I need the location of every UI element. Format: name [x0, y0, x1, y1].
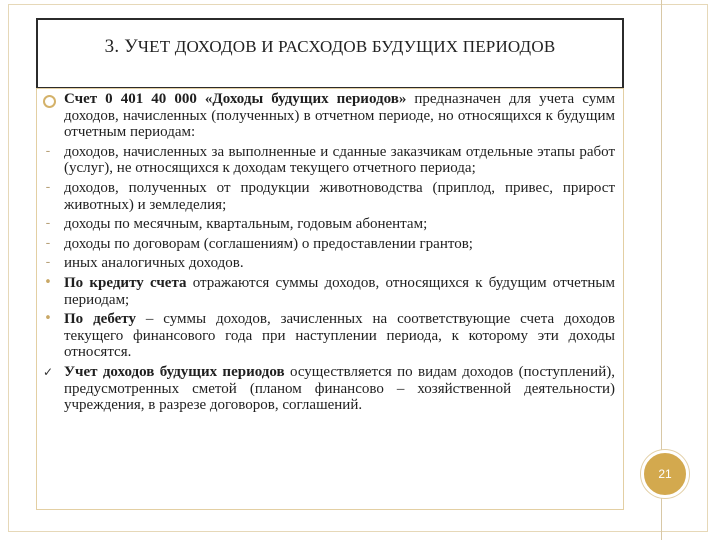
item-text: – суммы доходов, зачисленных на соответствующие счета доходов текущего финансового года при наступлении периода, к которому эти доходы относятся.	[64, 311, 615, 361]
title-rest: ЧЕТ ДОХОДОВ И РАСХОДОВ БУДУЩИХ ПЕРИОДОВ	[137, 37, 556, 56]
item-text: доходы по договорам (соглашениям) о предоставлении грантов;	[64, 235, 473, 252]
dash-bullet-icon: -	[45, 255, 51, 271]
dot-bullet-icon: •	[44, 274, 52, 290]
dash-bullet-icon: -	[45, 216, 51, 232]
list-item	[40, 91, 615, 141]
item-bold: По кредиту счета	[64, 274, 187, 291]
item-text: доходов, начисленных за выполненные и сданные заказчикам отдельные этапы работ (услуг), не относящихся к доходам текущего отчетного периода;	[64, 143, 615, 177]
list-item	[40, 180, 615, 213]
dot-bullet-icon: •	[44, 311, 52, 327]
list-item	[40, 236, 615, 253]
item-text: иных аналогичных доходов.	[64, 255, 244, 272]
item-bold: По дебету	[64, 311, 136, 328]
list-item	[40, 216, 615, 233]
title-num: 3. У	[104, 36, 138, 57]
list-item	[40, 144, 615, 177]
item-text: доходов, полученных от продукции животноводства (приплод, привес, прирост животных) и земледелия;	[64, 179, 615, 213]
item-text: предназначен для учета сумм доходов, начисленных (полученных) в отчетном периоде, но относящихся к будущим отчетным периодам:	[64, 91, 615, 141]
checkmark-icon: ✓	[42, 364, 54, 379]
page-number-badge: 21	[641, 450, 689, 498]
item-text: осуществляется по видам доходов (поступлений), предусмотренных сметой (планом финансово – хозяйственной деятельности) учреждения, в разрезе договоров, соглашений.	[64, 363, 615, 414]
dash-bullet-icon: -	[45, 143, 51, 159]
list-item	[40, 255, 615, 272]
slide-title	[36, 36, 624, 58]
item-text: отражаются суммы доходов, относящихся к будущим отчетным периодам;	[64, 274, 615, 308]
item-bold: Счет 0 401 40 000 «Доходы будущих периодов»	[64, 91, 407, 107]
dash-bullet-icon: -	[45, 179, 51, 195]
item-bold: Учет доходов будущих периодов	[64, 363, 285, 380]
content-list	[40, 91, 615, 417]
list-item	[40, 275, 615, 308]
list-item	[40, 364, 615, 414]
dash-bullet-icon: -	[45, 235, 51, 251]
item-text: доходы по месячным, квартальным, годовым абонентам;	[64, 216, 428, 233]
list-item	[40, 311, 615, 361]
ring-bullet-icon	[43, 95, 56, 108]
